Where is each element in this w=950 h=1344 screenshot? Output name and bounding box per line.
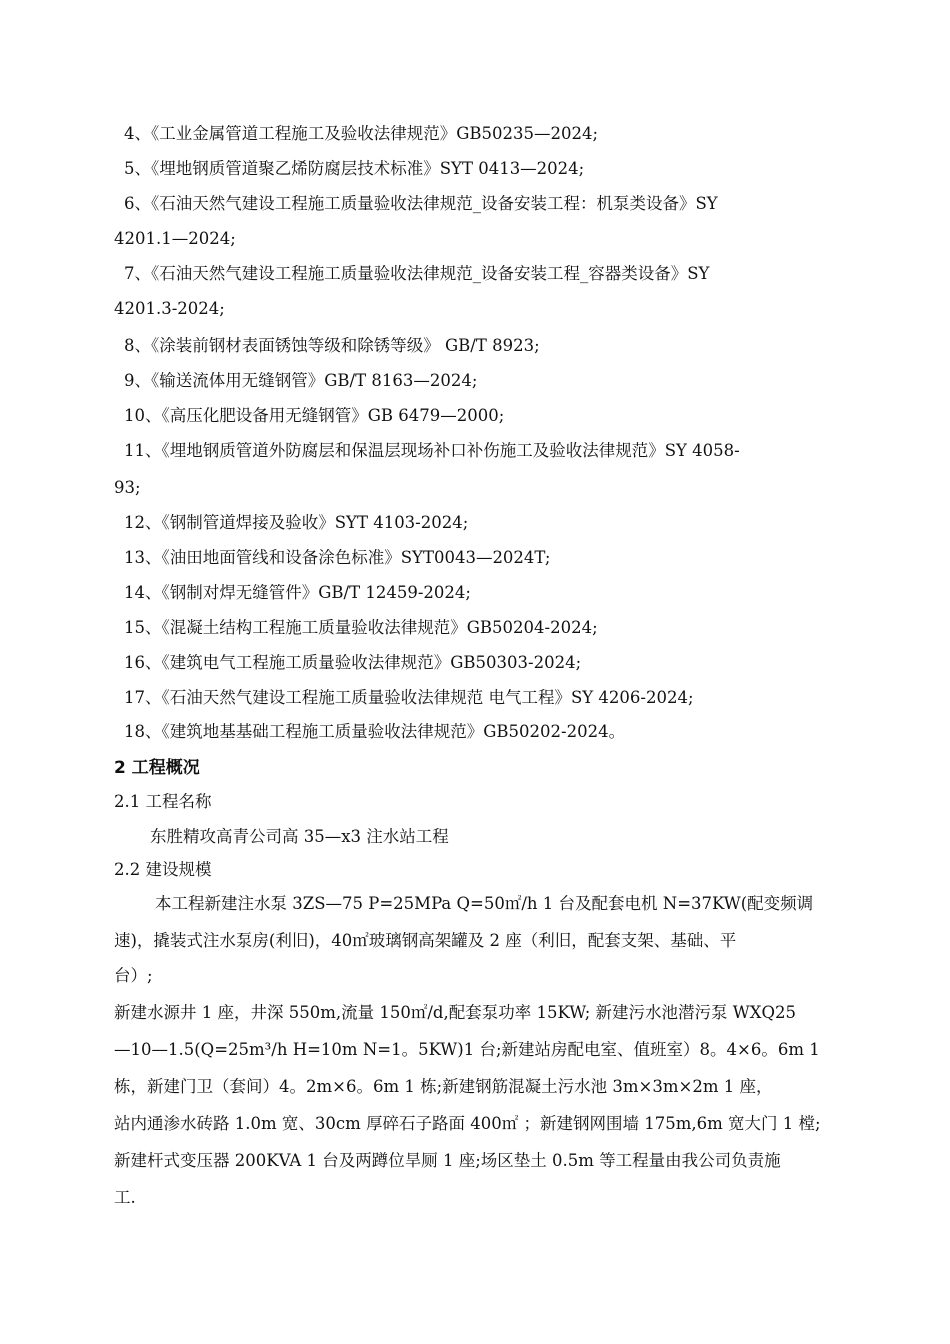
reference-item-11-continued: 93;	[114, 478, 141, 497]
section-heading: 2 工程概况	[114, 758, 200, 778]
project-name: 东胜精攻高青公司高 35—x3 注水站工程	[150, 827, 449, 846]
scale-paragraph-line: 站内通渗水砖路 1.0m 宽、30cm 厚碎石子路面 400㎡ ；新建钢网围墙 175m,6m 宽大门 1 樘;	[114, 1114, 821, 1133]
reference-item-7: 7、《石油天然气建设工程施工质量验收法律规范_设备安装工程_容器类设备》SY	[124, 264, 710, 283]
reference-item-15: 15、《混凝土结构工程施工质量验收法律规范》GB50204-2024;	[124, 618, 598, 637]
scale-paragraph-line: 速)，撬装式注水泵房(利旧)，40㎡玻璃钢高架罐及 2 座（利旧，配套支架、基础、平	[114, 931, 737, 950]
reference-item-6-continued: 4201.1—2024;	[114, 229, 236, 248]
reference-item-6: 6、《石油天然气建设工程施工质量验收法律规范_设备安装工程：机泵类设备》SY	[124, 194, 718, 213]
reference-item-12: 12、《钢制管道焊接及验收》SYT 4103-2024;	[124, 513, 469, 532]
reference-item-16: 16、《建筑电气工程施工质量验收法律规范》GB50303-2024;	[124, 653, 582, 672]
reference-item-11: 11、《埋地钢质管道外防腐层和保温层现场补口补伤施工及验收法律规范》SY 4058-	[124, 441, 740, 460]
reference-item-17: 17、《石油天然气建设工程施工质量验收法律规范 电气工程》SY 4206-2024;	[124, 688, 694, 707]
reference-item-9: 9、《输送流体用无缝钢管》GB/T 8163—2024;	[124, 371, 478, 390]
scale-paragraph-line: 本工程新建注水泵 3ZS—75 P=25MPa Q=50㎡/h 1 台及配套电机 N=37KW(配变频调	[155, 894, 814, 913]
reference-item-8: 8、《涂装前钢材表面锈蚀等级和除锈等级》 GB/T 8923;	[124, 336, 540, 355]
subsection-title-project-name: 2.1 工程名称	[114, 792, 212, 811]
scale-paragraph-line: 工.	[114, 1188, 136, 1207]
scale-paragraph-line: 栋，新建门卫（套间）4。2m×6。6m 1 栋;新建钢筋混凝土污水池 3m×3m×2m 1 座，	[114, 1077, 773, 1096]
scale-paragraph-line: 台）;	[114, 966, 153, 985]
scale-paragraph-line: 新建杆式变压器 200KVA 1 台及两蹲位旱厕 1 座;场区垫土 0.5m 等工程量由我公司负责施	[114, 1151, 781, 1170]
reference-item-4: 4、《工业金属管道工程施工及验收法律规范》GB50235—2024;	[124, 124, 599, 143]
scale-paragraph-line: 新建水源井 1 座，井深 550m,流量 150㎡/d,配套泵功率 15KW; 新建污水池潜污泵 WXQ25	[114, 1003, 797, 1022]
reference-item-10: 10、《高压化肥设备用无缝钢管》GB 6479—2000;	[124, 406, 505, 425]
subsection-title-construction-scale: 2.2 建设规模	[114, 860, 212, 879]
reference-item-13: 13、《油田地面管线和设备涂色标准》SYT0043—2024T;	[124, 548, 551, 567]
reference-item-18: 18、《建筑地基基础工程施工质量验收法律规范》GB50202-2024。	[124, 722, 626, 741]
reference-item-14: 14、《钢制对焊无缝管件》GB/T 12459-2024;	[124, 583, 471, 602]
scale-paragraph-line: —10—1.5(Q=25m³/h H=10m N=1。5KW)1 台;新建站房配电室、值班室）8。4×6。6m 1	[114, 1040, 820, 1059]
reference-item-5: 5、《埋地钢质管道聚乙烯防腐层技术标准》SYT 0413—2024;	[124, 159, 585, 178]
reference-item-7-continued: 4201.3-2024;	[114, 299, 225, 318]
